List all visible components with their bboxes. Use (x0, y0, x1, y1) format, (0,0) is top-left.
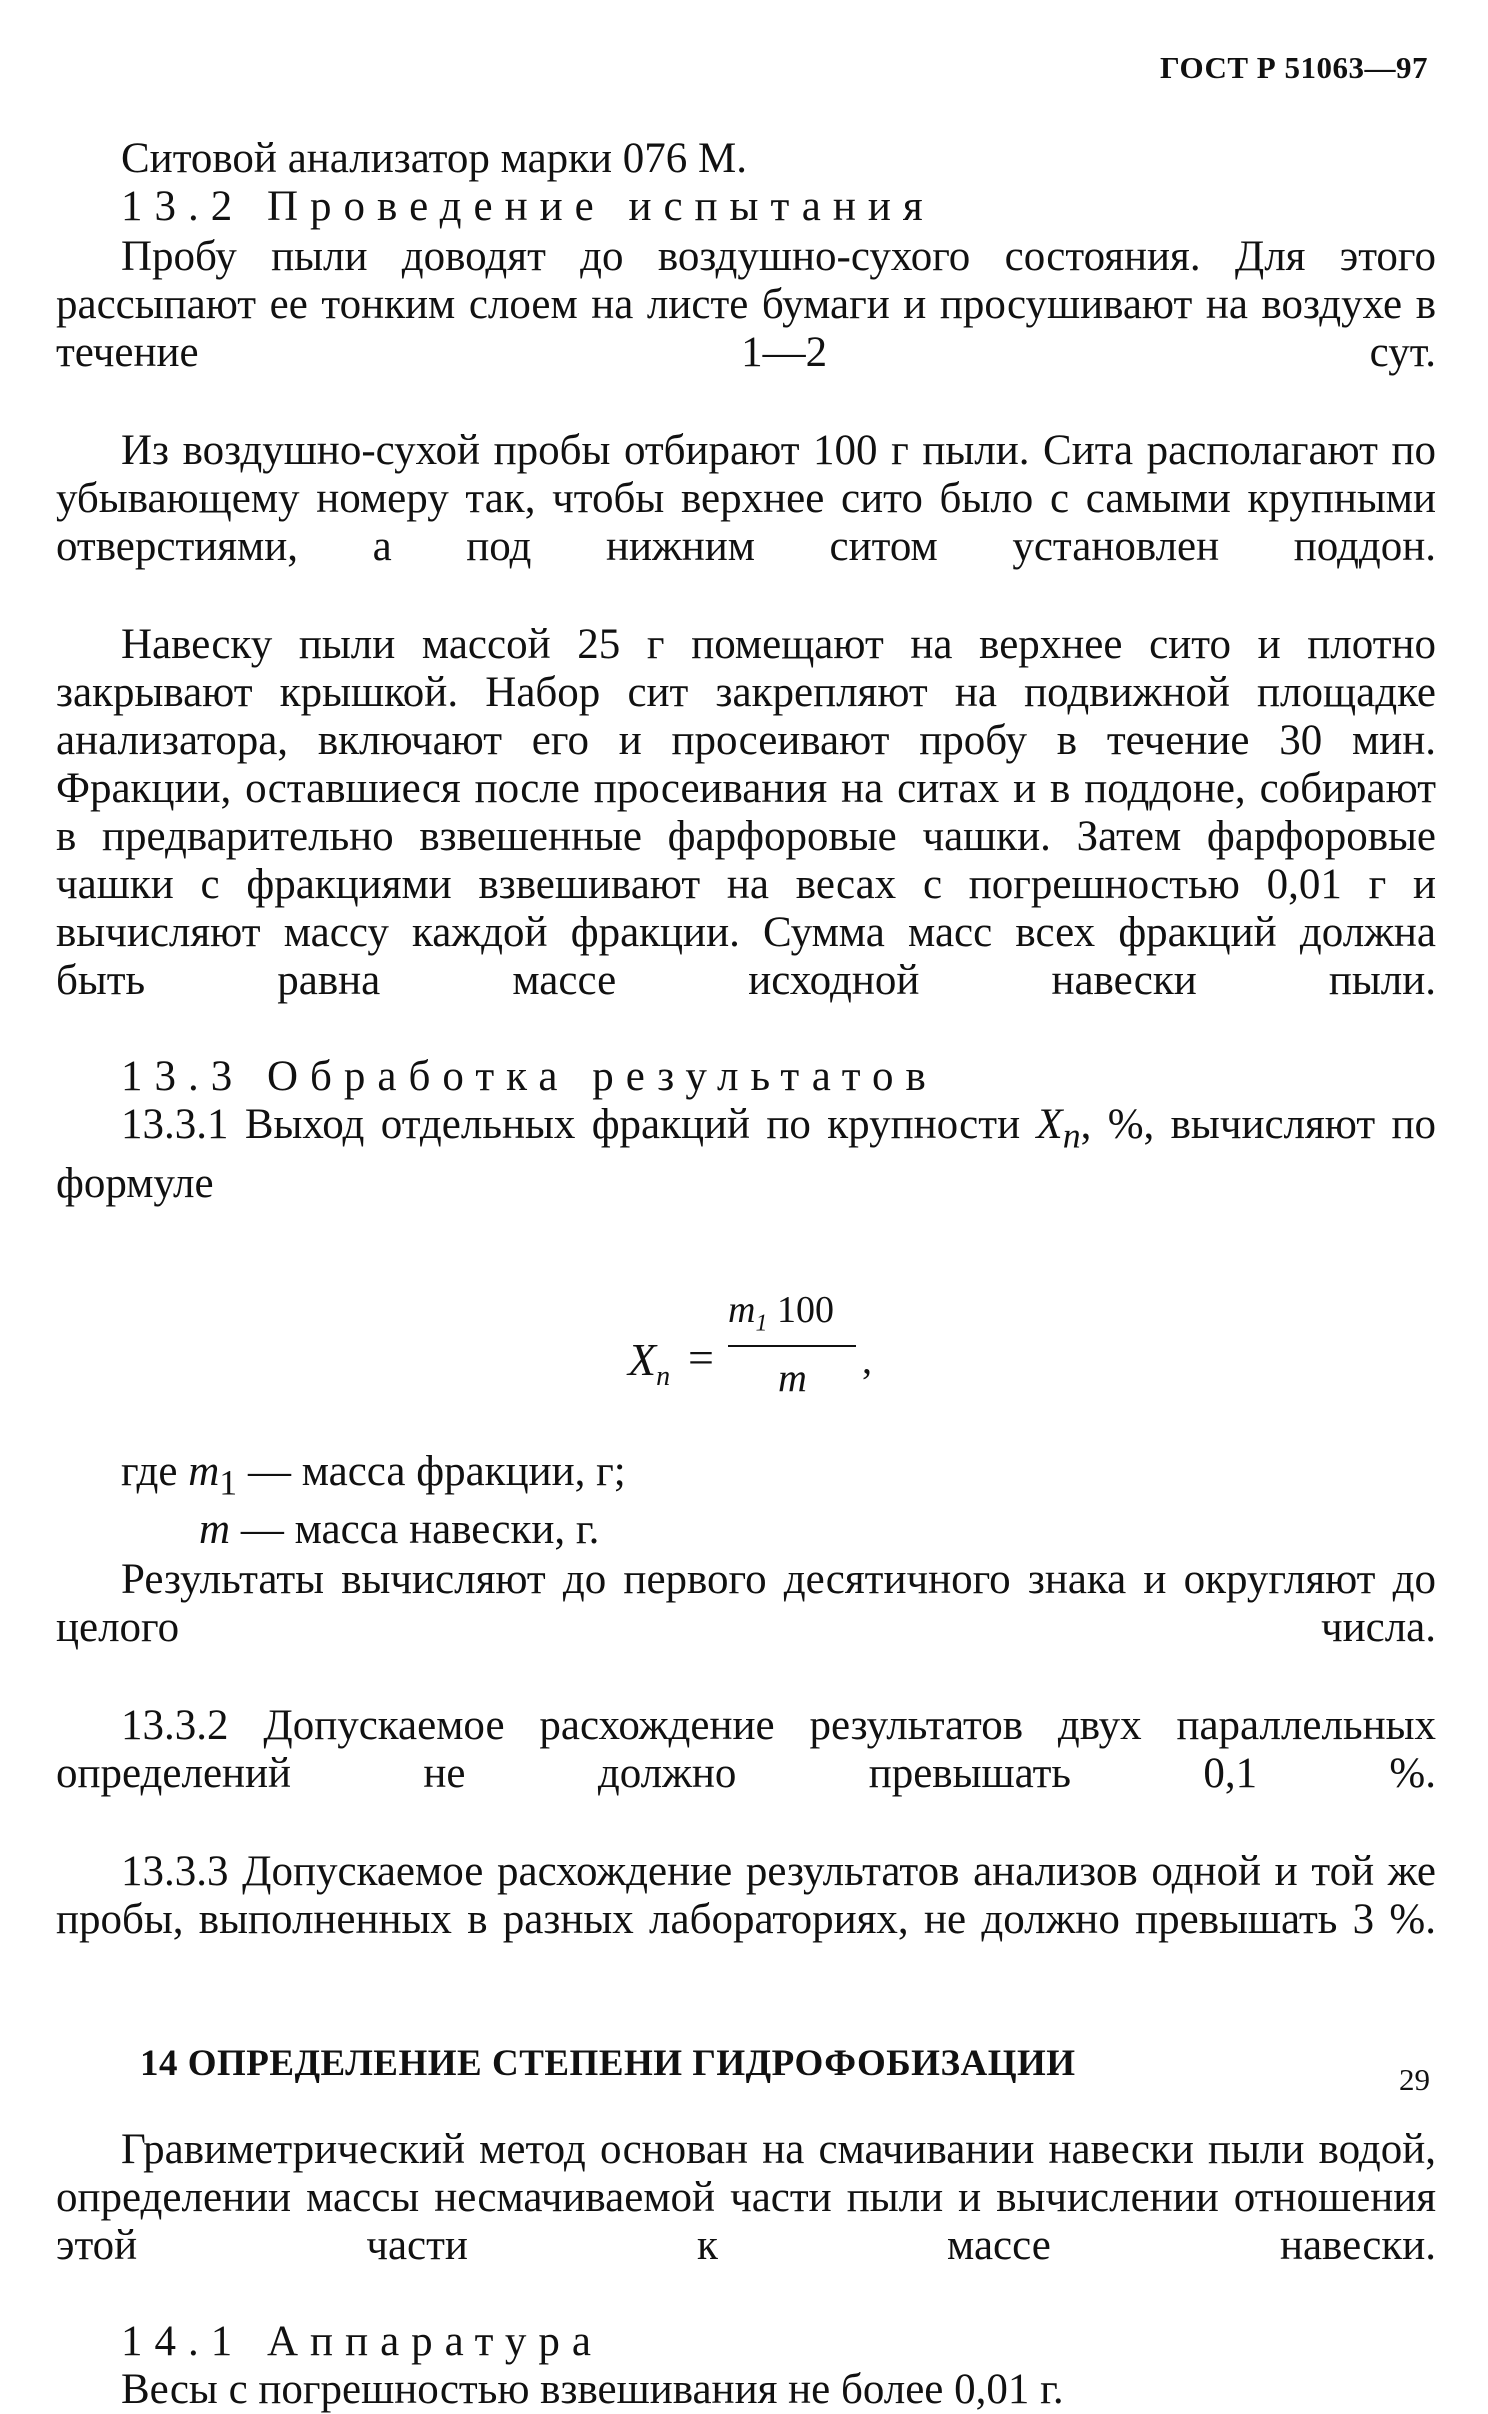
formula-fraction-bar (728, 1345, 856, 1347)
variable-x-subscript: n (1062, 1115, 1081, 1156)
paragraph-13-3-3: 13.3.3 Допускаемое расхождение результатов анализов одной и той же пробы, выполненных в разных лабораториях, не должно превышать 3 %. (56, 1848, 1436, 1944)
paragraph-13-3-1-text-b: , %, вычисляют по формуле (56, 1101, 1436, 1207)
formula-fraction-yield (56, 1286, 1436, 1436)
page-number: 29 (1399, 2062, 1430, 2097)
formula-comma: , (862, 1336, 872, 1382)
document-code-header: ГОСТ Р 51063—97 (1160, 50, 1428, 85)
paragraph-sample-drying: Пробу пыли доводят до воздушно-сухого состояния. Для этого рассыпают ее тонким слоем на листе бумаги и просушивают на воздухе в течение 1—2 сут. (56, 233, 1436, 376)
subheading-14-1: 14.1 Аппаратура (121, 2318, 603, 2366)
paragraph-gravimetric-method: Гравиметрический метод основан на смачивании навески пыли водой, определении массы несмачиваемой части пыли и вычислении отношения этой части к массе навески. (56, 2126, 1436, 2270)
formula-numerator: $m_1$ 100 (728, 1288, 834, 1337)
paragraph-13-3-1 (56, 1101, 1436, 1256)
variable-x: X (1036, 1101, 1063, 1148)
paragraph-13-3-2: 13.3.2 Допускаемое расхождение результатов двух параллельных определений не должно превышать 0,1 %. (56, 1702, 1436, 1798)
paragraph-analyzer: Ситовой анализатор марки 076 М. (121, 135, 748, 182)
formula-denominator: m (778, 1354, 807, 1400)
paragraph-scales: Весы с погрешностью взвешивания не более 0,01 г. (121, 2366, 1064, 2414)
subheading-13-2: 13.2 Проведение испытания (121, 183, 935, 230)
legend-m1: где $m_1$ — масса фракции, г; (121, 1447, 626, 1503)
section-heading-14: 14 ОПРЕДЕЛЕНИЕ СТЕПЕНИ ГИДРОФОБИЗАЦИИ (140, 2043, 1076, 2085)
paragraph-sieve-order: Из воздушно-сухой пробы отбирают 100 г пыли. Сита располагают по убывающему номеру так, чтобы верхнее сито было с самыми крупными отверстиями, а под нижним ситом установлен поддон. (56, 427, 1436, 570)
legend-m: m — масса навески, г. (199, 1506, 600, 1554)
paragraph-sieving-procedure: Навеску пыли массой 25 г помещают на верхнее сито и плотно закрывают крышкой. Набор сит закрепляют на подвижной площадке анализатора, включают его и просеивают пробу в течение 30 мин. Фракции, оставшиеся после просеивания на ситах и в поддоне, собирают в предварительно взвешенные фарфоровые чашки. Затем фарфоровые чашки с фракциями взвешивают на весах с погрешностью 0,01 г и вычисляют массу каждой фракции. Сумма масс всех фракций должна быть равна массе исходной навески пыли. (56, 621, 1436, 1004)
paragraph-13-3-1-text-a: 13.3.1 Выход отдельных фракций по крупности (121, 1101, 1037, 1148)
document-body (56, 135, 1436, 2414)
subheading-13-3: 13.3 Обработка результатов (121, 1053, 938, 1100)
formula-equals: = (688, 1331, 714, 1383)
paragraph-rounding: Результаты вычисляют до первого десятичного знака и округляют до целого числа. (56, 1556, 1436, 1652)
formula-lhs: $X_n$ (628, 1333, 671, 1392)
